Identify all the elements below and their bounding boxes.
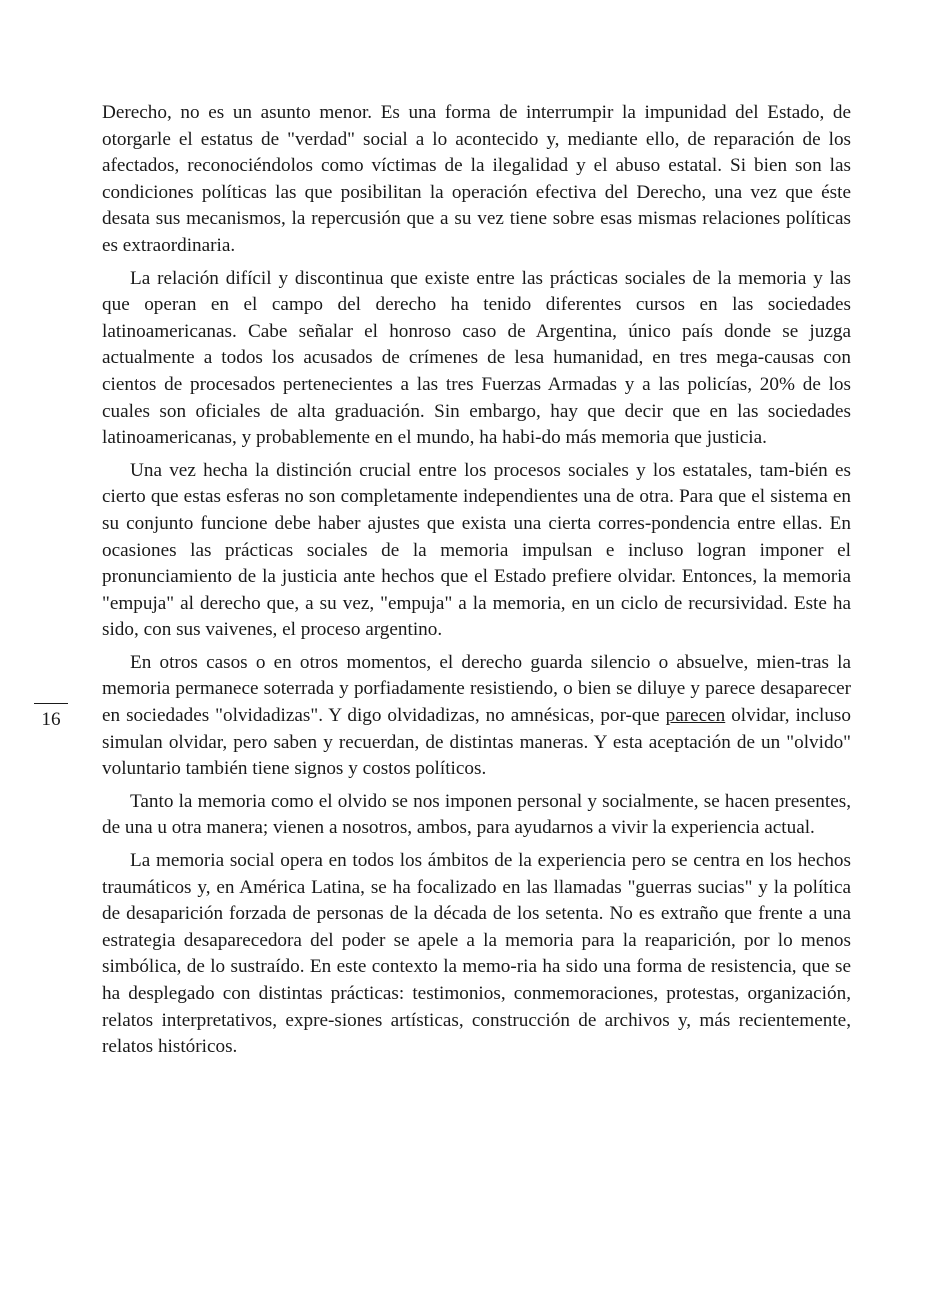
underlined-word: parecen [665, 705, 726, 727]
page-number-rule [34, 703, 68, 704]
paragraph-4 [102, 650, 851, 783]
page-number: 16 [41, 709, 61, 730]
paragraph-6: La memoria social opera en todos los ámbitos de la experiencia pero se centra en los hechos traumáticos y, en América Latina, se ha focalizado en las llamadas "guerras sucias" y la política de desaparición forzada de personas de la década de los setenta. No es extraño que frente a una estrategia desaparecedora del poder se apele a la memoria para la reaparición, por lo menos simbólica, de lo sustraído. En este contexto la memo-ria ha sido una forma de resistencia, que se ha desplegado con distintas prácticas: testimonios, conmemoraciones, protestas, organización, relatos interpretativos, expre-siones artísticas, construcción de archivos y, más recientemente, relatos históricos. [102, 850, 851, 1058]
paragraph-1: Derecho, no es un asunto menor. Es una forma de interrumpir la impunidad del Estado, de otorgarle el estatus de "verdad" social a lo acontecido y, mediante ello, de reparación de los afectados, reconociéndolos como víctimas de la ilegalidad y el abuso estatal. Si bien son las condiciones políticas las que posibilitan la operación efectiva del Derecho, una vez que éste desata sus mecanismos, la repercusión que a su vez tiene sobre esas mismas relaciones políticas es extraordinaria. [102, 102, 851, 256]
paragraph-4-text-before: En otros casos o en otros momentos, el derecho guarda silencio o absuelve, mien-tras la memoria permanece soterrada y porfiadamente resistiendo, o bien se diluye y parece desaparecer en sociedades "olvidadizas". Y digo olvidadizas, no amnésicas, por-que [102, 651, 851, 727]
paragraph-5: Tanto la memoria como el olvido se nos imponen personal y socialmente, se hacen presentes, de una u otra manera; vienen a nosotros, ambos, para ayudarnos a vivir la experiencia actual. [102, 790, 851, 839]
paragraph-4-text-after: olvidar, incluso simulan olvidar, pero saben y recuerdan, de distintas maneras. Y esta aceptación de un "olvido" voluntario también tiene signos y costos políticos. [102, 705, 851, 780]
body-text [102, 100, 851, 1067]
paragraph-3: Una vez hecha la distinción crucial entre los procesos sociales y los estatales, tam-bién es cierto que estas esferas no son completamente independientes una de otra. Para que el sistema en su conjunto funcione debe haber ajustes que exista una cierta corres-pondencia entre ellas. En ocasiones las prácticas sociales de la memoria impulsan e incluso logran imponer el pronunciamiento de la justicia ante hechos que el Estado prefiere olvidar. Entonces, la memoria "empuja" al derecho que, a su vez, "empuja" a la memoria, en un ciclo de recursividad. Este ha sido, con sus vaivenes, el proceso argentino. [102, 459, 851, 641]
paragraph-2: La relación difícil y discontinua que existe entre las prácticas sociales de la memoria y las que operan en el campo del derecho ha tenido diferentes cursos en las sociedades latinoamericanas. Cabe señalar el honroso caso de Argentina, único país donde se juzga actualmente a todos los acusados de crímenes de lesa humanidad, en tres mega-causas con cientos de procesados pertenecientes a las tres Fuerzas Armadas y a las policías, 20% de los cuales son oficiales de alta graduación. Sin embargo, hay que decir que en las sociedades latinoamericanas, y probablemente en el mundo, ha habi-do más memoria que justicia. [102, 267, 851, 449]
